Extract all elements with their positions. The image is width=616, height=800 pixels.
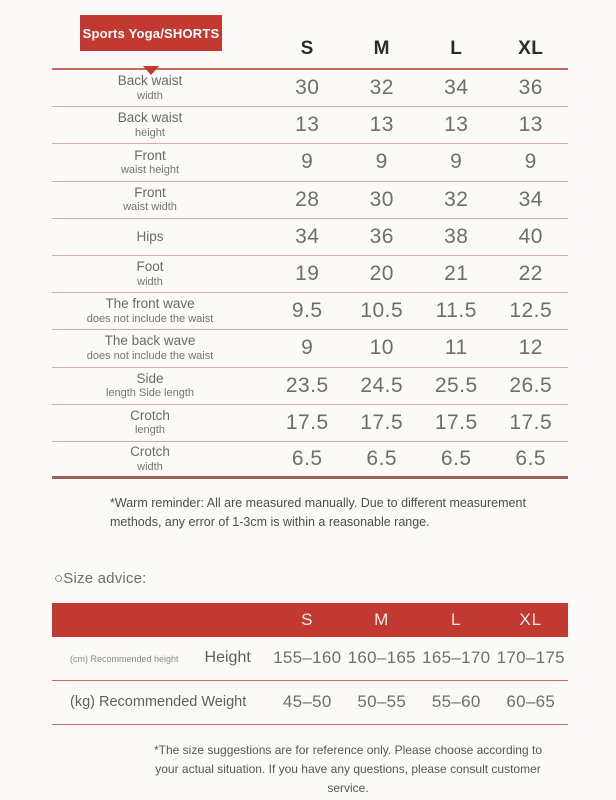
advice-row-label — [52, 694, 270, 710]
cell-value: 40 — [518, 224, 543, 248]
cell-value: 9.5 — [291, 299, 323, 323]
badge-pointer-icon — [143, 66, 159, 75]
cell-value: 50–55 — [357, 692, 407, 712]
cell-value: 23.5 — [285, 373, 329, 397]
advice-row-height — [52, 637, 568, 681]
cell-value: 22 — [518, 262, 543, 286]
cell-value: 155–160 — [273, 648, 342, 668]
row-label-line1: Crotch — [130, 444, 170, 460]
size-header-s: S — [300, 38, 314, 59]
table-row — [52, 256, 568, 293]
row-label-line1: The back wave — [104, 333, 196, 349]
cell-value: 38 — [444, 224, 469, 248]
size-advice-header-bar — [52, 603, 568, 637]
cell-value: 9 — [301, 336, 314, 360]
table-row — [52, 330, 568, 367]
table-row — [52, 70, 568, 107]
cell-value: 17.5 — [360, 410, 404, 434]
cell-value: 32 — [444, 187, 469, 211]
cell-value: 6.5 — [291, 446, 323, 470]
cell-value: 30 — [369, 187, 394, 211]
row-label — [52, 296, 270, 326]
product-badge-label: Sports Yoga/SHORTS — [82, 25, 220, 41]
measurement-table — [52, 68, 568, 479]
row-label — [52, 259, 270, 289]
cell-value: 17.5 — [509, 410, 553, 434]
cell-value: 13 — [369, 113, 394, 137]
row-label-line1: The front wave — [105, 296, 195, 312]
row-label — [52, 185, 270, 215]
row-label-line2: width — [137, 460, 163, 473]
cell-value: 25.5 — [434, 373, 478, 397]
row-label-line1: Hips — [136, 228, 164, 244]
cell-value: 10.5 — [360, 299, 404, 323]
row-label-line2: height — [135, 126, 165, 139]
row-label — [52, 148, 270, 178]
cell-value: 9 — [450, 150, 463, 174]
row-label-line1: Front — [134, 147, 166, 163]
cell-value: 13 — [295, 113, 320, 137]
cell-value: 6.5 — [366, 446, 398, 470]
row-label-line1: Crotch — [130, 407, 170, 423]
row-label-line2: does not include the waist — [86, 349, 214, 362]
cell-value: 165–170 — [422, 648, 491, 668]
row-label — [52, 229, 270, 245]
product-badge — [80, 15, 222, 51]
table-row — [52, 182, 568, 219]
advice-label-main: (kg) Recommended Weight — [70, 694, 247, 711]
table-row — [52, 368, 568, 405]
cell-value: 21 — [444, 262, 469, 286]
cell-value: 30 — [295, 76, 320, 100]
row-label-line1: Back waist — [117, 73, 183, 89]
table-row — [52, 293, 568, 330]
cell-value: 17.5 — [285, 410, 329, 434]
row-label-line1: Foot — [136, 259, 164, 275]
cell-value: 9 — [375, 150, 388, 174]
advice-row-label — [52, 649, 270, 667]
size-header-xl: XL — [518, 38, 544, 59]
cell-value: 160–165 — [347, 648, 416, 668]
table-row — [52, 107, 568, 144]
cell-value: 45–50 — [282, 692, 332, 712]
row-label — [52, 371, 270, 401]
cell-value: 36 — [518, 76, 543, 100]
table-row — [52, 144, 568, 181]
table-row — [52, 219, 568, 256]
cell-value: 11.5 — [435, 299, 477, 323]
row-label — [52, 444, 270, 474]
row-label-line2: waist height — [120, 164, 180, 176]
advice-size-s: S — [301, 609, 314, 629]
row-label-line2: width — [137, 275, 163, 288]
table-row — [52, 442, 568, 479]
cell-value: 55–60 — [431, 692, 481, 712]
cell-value: 17.5 — [434, 410, 478, 434]
advice-size-l: L — [451, 609, 462, 629]
cell-value: 13 — [444, 113, 469, 137]
cell-value: 9 — [524, 150, 537, 174]
cell-value: 20 — [369, 262, 394, 286]
advice-label-main: Height — [204, 649, 251, 667]
advice-row-weight — [52, 681, 568, 725]
cell-value: 9 — [301, 150, 314, 174]
size-advice-footnote: *The size suggestions are for reference only. Please choose according to your actual situation. If you have any questions, please consult customer service. — [154, 742, 542, 796]
row-label-line2: does not include the waist — [86, 312, 214, 325]
table-header — [52, 0, 568, 68]
cell-value: 24.5 — [360, 373, 404, 397]
cell-value: 10 — [369, 336, 394, 360]
row-label-line2: width — [137, 89, 163, 102]
cell-value: 34 — [518, 187, 543, 211]
row-label-line1: Front — [134, 184, 166, 200]
cell-value: 34 — [295, 224, 320, 248]
cell-value: 170–175 — [496, 648, 565, 668]
cell-value: 19 — [295, 262, 320, 286]
row-label — [52, 73, 270, 103]
row-label-line2: length — [135, 424, 165, 437]
cell-value: 13 — [518, 113, 543, 137]
advice-size-m: M — [374, 609, 390, 629]
size-header-l: L — [450, 38, 463, 59]
row-label-line1: Back waist — [117, 110, 183, 126]
row-label — [52, 408, 270, 438]
cell-value: 28 — [295, 187, 320, 211]
size-header-m: M — [373, 38, 390, 59]
cell-value: 26.5 — [509, 373, 553, 397]
cell-value: 32 — [369, 76, 394, 100]
advice-label-unit: (cm) Recommended height — [70, 654, 179, 665]
row-label-line2: waist width — [123, 201, 177, 214]
advice-size-xl: XL — [519, 609, 543, 629]
cell-value: 11 — [444, 336, 468, 360]
cell-value: 12.5 — [509, 299, 553, 323]
size-advice-heading: ○Size advice: — [54, 569, 147, 587]
cell-value: 12 — [518, 336, 543, 360]
cell-value: 34 — [444, 76, 469, 100]
cell-value: 60–65 — [506, 692, 556, 712]
row-label-line2: length Side length — [105, 387, 195, 400]
table-row — [52, 405, 568, 442]
row-label-line1: Side — [136, 370, 164, 386]
cell-value: 36 — [369, 224, 394, 248]
warm-reminder-note: *Warm reminder: All are measured manually. Due to different measurement methods, any error of 1-3cm is within a reasonable range. — [110, 496, 526, 530]
cell-value: 6.5 — [440, 446, 472, 470]
row-label — [52, 110, 270, 140]
row-label — [52, 333, 270, 363]
cell-value: 6.5 — [515, 446, 547, 470]
